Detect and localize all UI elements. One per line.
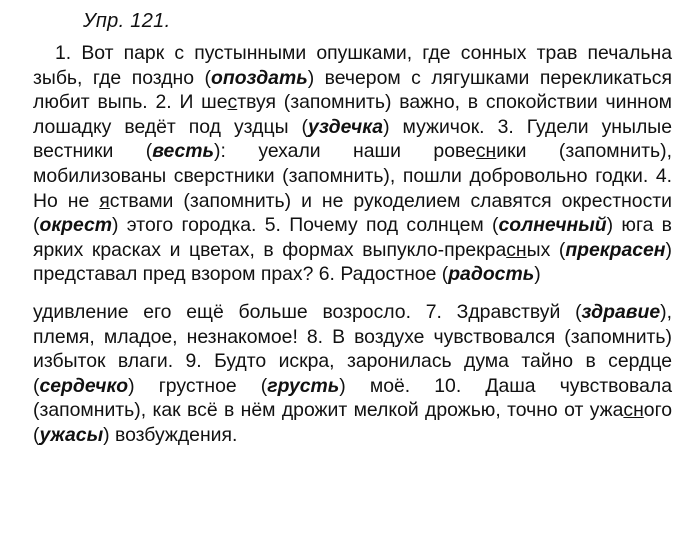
text-segment: ) возбуждения. xyxy=(103,423,238,446)
italic-word: здравие xyxy=(581,300,661,323)
text-segment: ) представал пред взором прах? 6. Радостное ( xyxy=(33,238,672,286)
text-segment: 1. Вот парк с пустынными опушками, где сонных трав печальна зыбь, где поздно ( xyxy=(33,42,672,89)
text-segment: ), племя, младое, незнакомое! 8. В воздухе чувствовался (запомнить) избыток влаги. 9. Будто искра, заронилась дума тайно в сердце ( xyxy=(33,300,672,397)
text-segment: ствами (запомнить) и не рукоделием славятся окрестности ( xyxy=(33,189,672,237)
italic-word: ужасы xyxy=(39,423,104,446)
exercise-title: Упр. 121. xyxy=(83,10,171,32)
text-segment: ): уехали наши рове xyxy=(214,140,476,163)
text-segment: ) xyxy=(534,263,541,286)
text-segment: ) вечером с лягушками перекликаться любит выпь. 2. И ше xyxy=(33,66,672,114)
text-segment: ых ( xyxy=(526,238,566,261)
text-segment: ) моё. 10. Даша чувствовала (запомнить), как всё в нём дрожит мелкой дрожью, точно от ужа xyxy=(33,374,672,422)
italic-word: грусть xyxy=(267,374,340,397)
text-segment: удивление его ещё больше возросло. 7. Здравствуй ( xyxy=(33,300,582,323)
italic-word: сердечко xyxy=(39,374,129,397)
italic-word: прекрасен xyxy=(565,238,666,261)
italic-word: окрест xyxy=(39,214,113,237)
italic-word: радость xyxy=(448,263,535,286)
italic-word: солнечный xyxy=(498,214,607,237)
paragraph-2 xyxy=(33,300,672,448)
text-segment: ) мужичок. 3. Гудели унылые вестники ( xyxy=(33,115,672,163)
text-segment: ) юга в ярких красках и цветах, в формах выпукло-прекра xyxy=(33,214,672,261)
paragraph-1 xyxy=(33,41,672,287)
underlined-letters: сн xyxy=(623,399,644,422)
italic-word: опоздать xyxy=(211,66,308,89)
text-segment: ) грустное ( xyxy=(128,374,268,397)
text-segment: ого ( xyxy=(33,399,672,446)
italic-word: уздечка xyxy=(307,115,384,138)
underlined-letters: сн xyxy=(475,140,497,163)
underlined-letters: сн xyxy=(506,238,527,261)
underlined-letters: я xyxy=(99,189,110,212)
text-segment: ики (запомнить), мобилизованы сверстники (запомнить), пошли добровольно годки. 4. Но не xyxy=(33,140,672,212)
text-segment: ) этого городка. 5. Почему под солнцем ( xyxy=(112,214,499,237)
text-segment: твуя (запомнить) важно, в спокойствии чинном лошадку ведёт под уздцы ( xyxy=(33,91,672,138)
underlined-letters: с xyxy=(227,91,238,114)
italic-word: весть xyxy=(152,140,215,163)
